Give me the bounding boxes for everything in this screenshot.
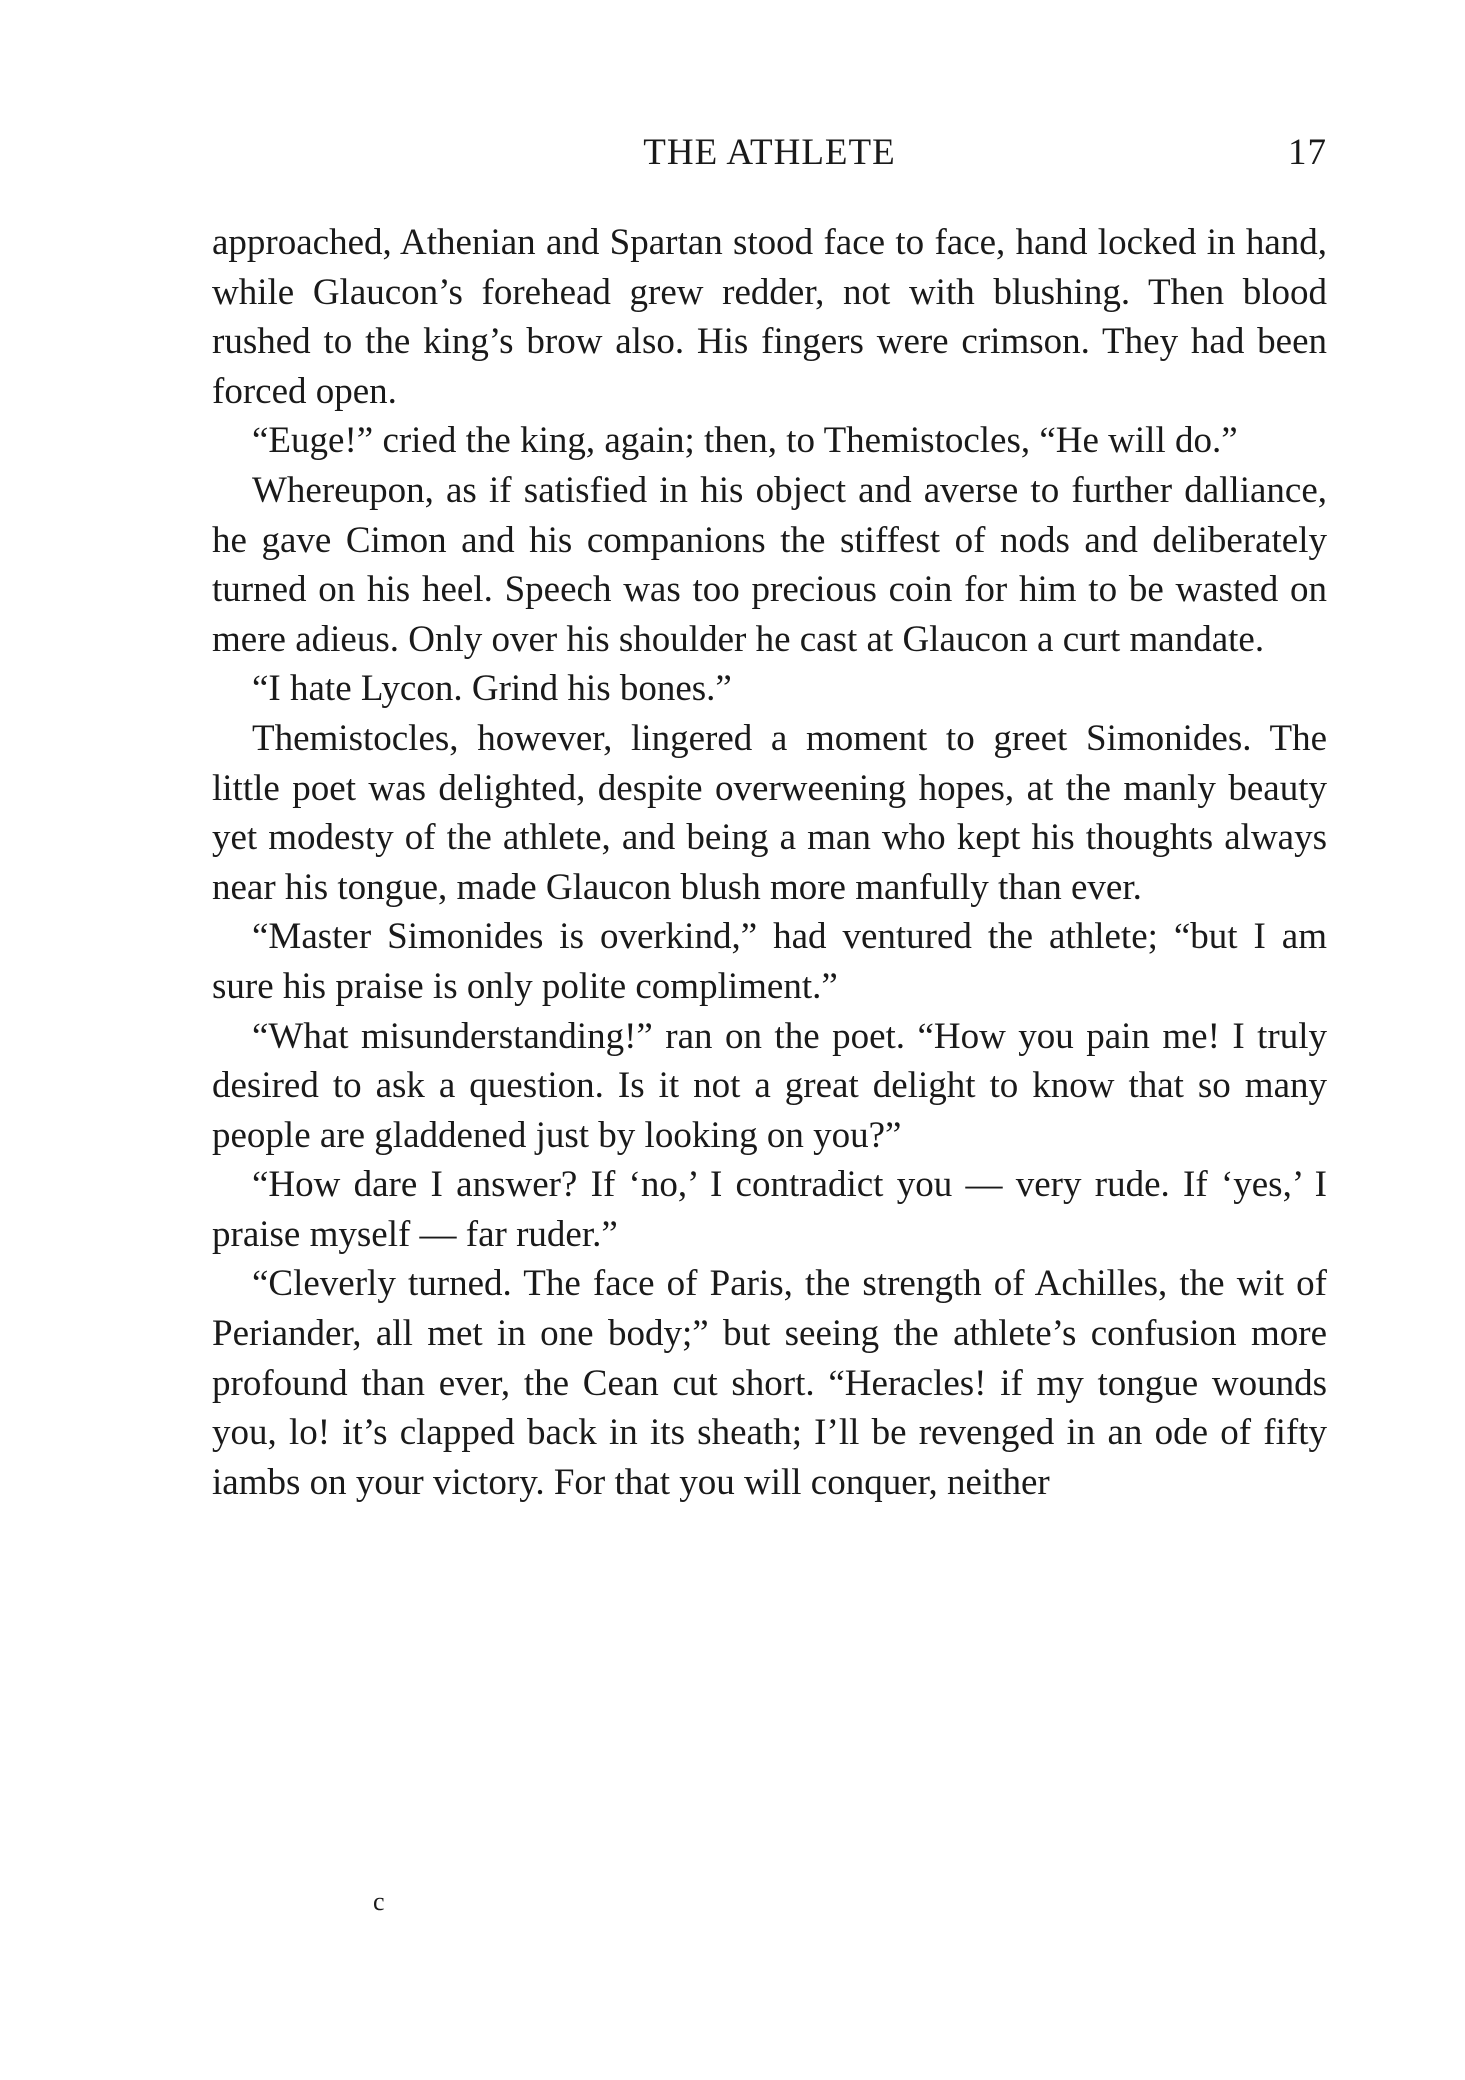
paragraph: approached, Athenian and Spartan stood face to face, hand locked in hand, while Glaucon’s forehead grew redder, not with blushing. Then blood rushed to the king’s brow also. His fingers were crimson. They had been forced open. bbox=[212, 222, 1327, 412]
paragraph: “What misunderstanding!” ran on the poet. “How you pain me! I truly desired to ask a question. Is it not a great delight to know that so many people are gladdened just by looking on you?” bbox=[212, 1015, 1327, 1156]
paragraph: “Master Simonides is overkind,” had ventured the athlete; “but I am sure his praise is only polite compliment.” bbox=[212, 916, 1327, 1007]
running-title: THE ATHLETE bbox=[643, 132, 896, 173]
paragraph: Themistocles, however, lingered a moment to greet Simonides. The little poet was delighted, despite overweening hopes, at the manly beauty yet modesty of the athlete, and being a man who kept his thoughts always near his tongue, made Glaucon blush more manfully than ever. bbox=[212, 717, 1327, 908]
body-text bbox=[212, 218, 1327, 1507]
running-head bbox=[212, 128, 1327, 178]
paragraph: “Cleverly turned. The face of Paris, the strength of Achilles, the wit of Periander, all met in one body;” but seeing the athlete’s confusion more profound than ever, the Cean cut short. “Heracles! if my tongue wounds you, lo! it’s clapped back in its sheath; I’ll be revenged in an ode of fifty iambs on your victory. For that you will conquer, neither bbox=[212, 1263, 1327, 1503]
paragraph: “Euge!” cried the king, again; then, to Themistocles, “He will do.” bbox=[252, 420, 1238, 462]
paragraph: Whereupon, as if satisfied in his object and averse to further dalliance, he gave Cimon and his companions the stiffest of nods and deliberately turned on his heel. Speech was too precious coin for him to be wasted on mere adieus. Only over his shoulder he cast at Glaucon a curt mandate. bbox=[212, 469, 1327, 660]
page-number: 17 bbox=[1288, 132, 1327, 173]
paragraph: “I hate Lycon. Grind his bones.” bbox=[252, 668, 732, 710]
paragraph: “How dare I answer? If ‘no,’ I contradict you — very rude. If ‘yes,’ I praise myself — far ruder.” bbox=[212, 1164, 1327, 1255]
signature-mark: c bbox=[373, 1887, 385, 1916]
